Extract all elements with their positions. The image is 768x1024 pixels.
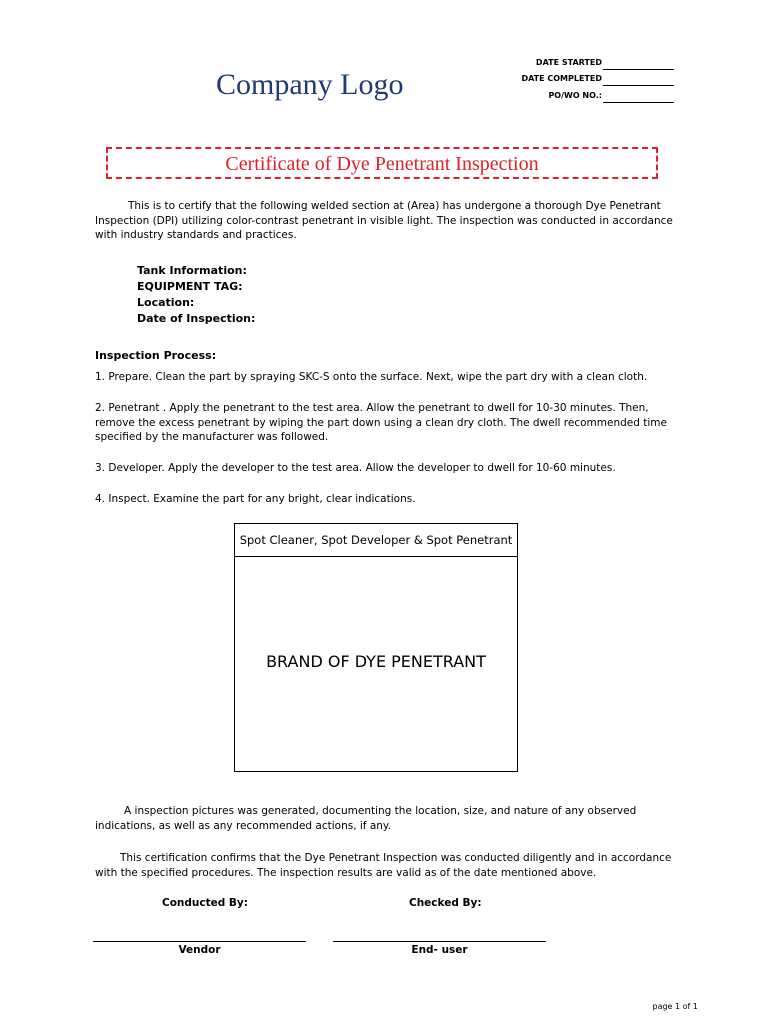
confirmation-paragraph: This certification confirms that the Dye Penetrant Inspection was conducted diligently and in accordance with the specified procedures. The inspection results are valid as of the date mentioned above. xyxy=(95,852,672,879)
process-step-3: 3. Developer. Apply the developer to the test area. Allow the developer to dwell for 10-60 minutes. xyxy=(95,462,616,474)
process-heading: Inspection Process: xyxy=(95,349,217,362)
date-completed-line xyxy=(603,85,674,86)
certificate-title: Certificate of Dye Penetrant Inspection xyxy=(225,153,539,175)
date-started-line xyxy=(603,69,674,70)
page-number: page 1 of 1 xyxy=(652,1002,698,1011)
company-logo: Company Logo xyxy=(216,68,404,101)
vendor-label: Vendor xyxy=(178,944,221,956)
end-user-signature-line xyxy=(333,941,546,942)
po-line xyxy=(603,102,674,103)
end-user-label: End- user xyxy=(411,944,468,956)
process-step-4: 4. Inspect. Examine the part for any bright, clear indications. xyxy=(95,493,416,505)
conducted-by-label: Conducted By: xyxy=(162,897,248,909)
date-started-row xyxy=(500,58,676,73)
certificate-title-box xyxy=(106,147,658,179)
brand-box-body: BRAND OF DYE PENETRANT xyxy=(266,652,486,671)
vendor-signature-line xyxy=(93,941,306,942)
inspection-date-label: Date of Inspection: xyxy=(137,312,256,325)
intro-paragraph: This is to certify that the following welded section at (Area) has undergone a thorough Dye Penetrant Inspection (DPI) utilizing color-contrast penetrant in visible light. The inspection was conducted in accordance with industry standards and practices. xyxy=(95,200,673,241)
date-completed-row xyxy=(500,74,676,89)
location-label: Location: xyxy=(137,296,195,309)
process-step-2: 2. Penetrant . Apply the penetrant to the test area. Allow the penetrant to dwell for 10-30 minutes. Then, remove the excess penetrant by wiping the part down using a clean dry cloth. The dwell recommended time specified by the manufacturer was followed. xyxy=(95,402,667,443)
date-started-label: DATE STARTED xyxy=(535,58,602,67)
tank-info-label: Tank Information: xyxy=(137,264,247,277)
checked-by-label: Checked By: xyxy=(409,897,482,909)
brand-box-header: Spot Cleaner, Spot Developer & Spot Penetrant xyxy=(235,524,517,557)
equipment-tag-label: EQUIPMENT TAG: xyxy=(137,280,243,293)
po-label: PO/WO NO.: xyxy=(548,91,602,100)
date-completed-label: DATE COMPLETED xyxy=(521,74,602,83)
process-step-1: 1. Prepare. Clean the part by spraying SKC-S onto the surface. Next, wipe the part dry with a clean cloth. xyxy=(95,371,648,383)
pictures-paragraph: A inspection pictures was generated, documenting the location, size, and nature of any observed indications, as well as any recommended actions, if any. xyxy=(95,805,637,832)
po-row xyxy=(500,91,676,106)
brand-box xyxy=(234,523,518,772)
